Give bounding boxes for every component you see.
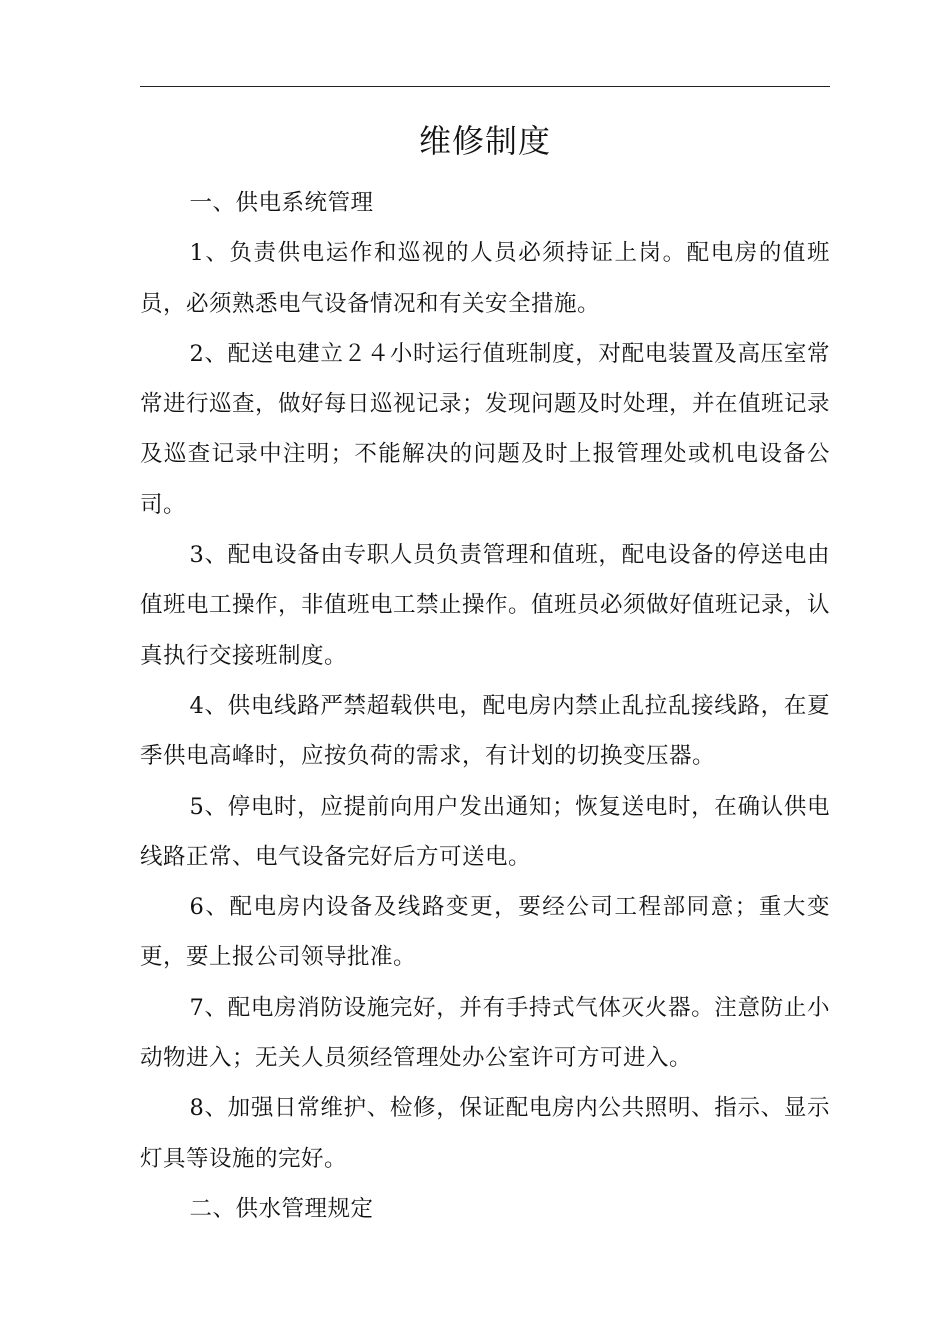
section-heading: 二、供水管理规定 bbox=[189, 1195, 374, 1222]
paragraph: 3、配电设备由专职人员负责管理和值班，配电设备的停送电由值班电工操作，非值班电工禁止操作。值班员必须做好值班记录，认真执行交接班制度。 bbox=[140, 542, 831, 669]
paragraph: 8、加强日常维护、检修，保证配电房内公共照明、指示、显示灯具等设施的完好。 bbox=[140, 1095, 830, 1172]
paragraph: 4、供电线路严禁超载供电，配电房内禁止乱拉乱接线路，在夏季供电高峰时，应按负荷的需求，有计划的切换变压器。 bbox=[140, 692, 830, 770]
header-rule bbox=[140, 86, 830, 87]
paragraph: 1、负责供电运作和巡视的人员必须持证上岗。配电房的值班员，必须熟悉电气设备情况和有关安全措施。 bbox=[140, 240, 830, 317]
document-body bbox=[140, 178, 830, 1234]
paragraph: 2、配送电建立２４小时运行值班制度，对配电装置及高压室常常进行巡查，做好每日巡视记录；发现问题及时处理，并在值班记录及巡查记录中注明；不能解决的问题及时上报管理处或机电设备公司。 bbox=[140, 340, 831, 518]
document-title: 维修制度 bbox=[418, 122, 551, 160]
paragraph: 5、停电时，应提前向用户发出通知；恢复送电时，在确认供电线路正常、电气设备完好后方可送电。 bbox=[140, 793, 830, 870]
section-heading: 一、供电系统管理 bbox=[189, 190, 374, 216]
paragraph: 6、配电房内设备及线路变更，要经公司工程部同意；重大变更，要上报公司领导批准。 bbox=[140, 894, 830, 971]
paragraph: 7、配电房消防设施完好，并有手持式气体灭火器。注意防止小动物进入；无关人员须经管理处办公室许可方可进入。 bbox=[140, 994, 830, 1072]
